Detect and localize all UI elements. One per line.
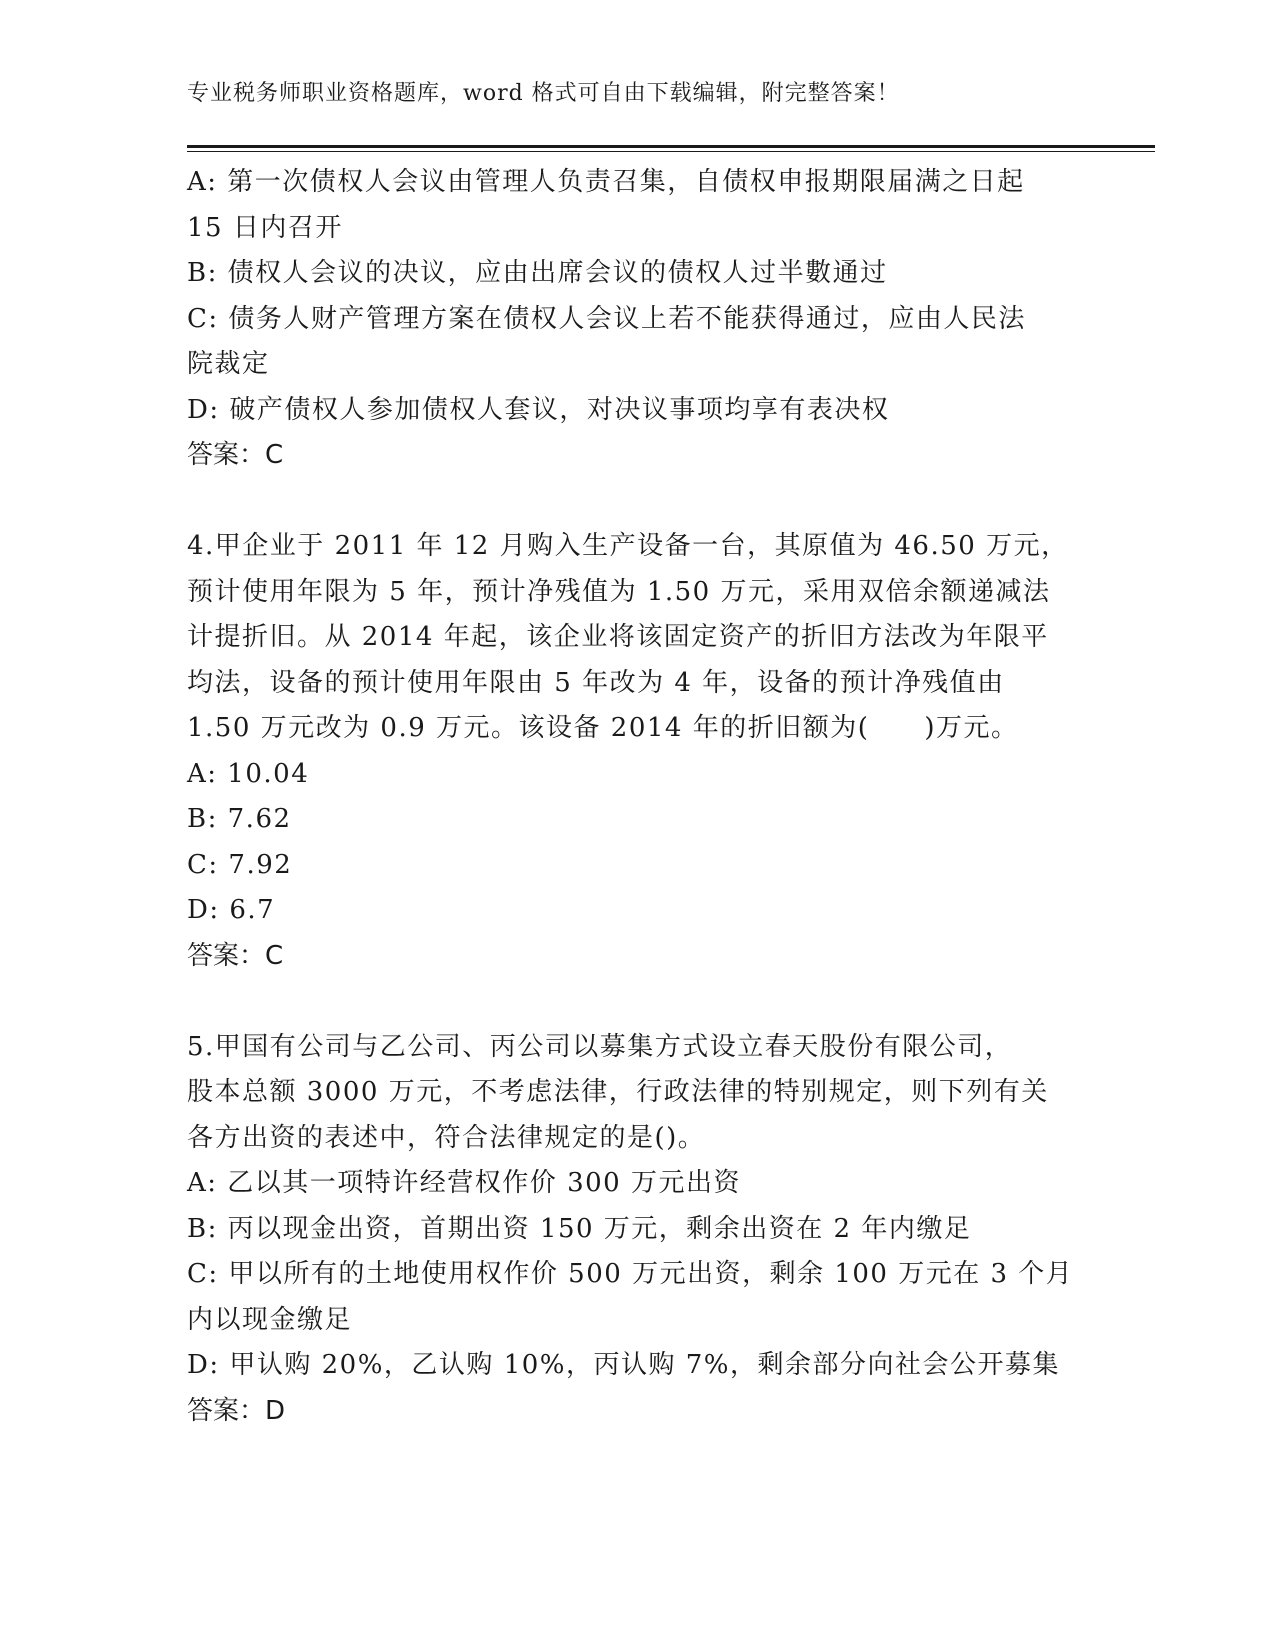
- q3-option-b: B: 债权人会议的决议，应由出席会议的债权人过半數通过: [187, 258, 888, 288]
- q5-answer: 答案：D: [187, 1395, 286, 1426]
- q3-answer: 答案：C: [187, 440, 284, 470]
- q3-option-c-line1: C: 债务人财产管理方案在债权人会议上若不能获得通过，应由人民法: [187, 303, 1026, 334]
- question-4: [187, 524, 1087, 979]
- spacer: [187, 479, 1087, 525]
- header-rule-thin: [187, 151, 1155, 152]
- q4-stem-line: 1.50 万元改为 0.9 万元。该设备 2014 年的折旧额为( )万元。: [187, 713, 1019, 743]
- q4-option-d: D: 6.7: [187, 895, 276, 925]
- q4-stem-line: 4.甲企业于 2011 年 12 月购入生产设备一台，其原值为 46.50 万元，: [187, 531, 1069, 561]
- q4-option-b: B: 7.62: [187, 804, 292, 834]
- q5-option-a: A: 乙以其一项特许经营权作价 300 万元出资: [187, 1168, 741, 1198]
- header-rule-thick: [187, 145, 1155, 148]
- q4-option-a: A: 10.04: [187, 758, 310, 789]
- document-body: [187, 160, 1087, 1434]
- q3-option-a-line1: A: 第一次债权人会议由管理人负责召集，自债权申报期限届满之日起: [187, 167, 1025, 197]
- q5-option-d: D: 甲认购 20%，乙认购 10%，丙认购 7%，剩余部分向社会公开募集: [187, 1350, 1060, 1380]
- q3-option-a-line2: 15 日内召开: [187, 212, 343, 243]
- q3-option-d: D: 破产债权人参加债权人套议，对决议事项均享有表决权: [187, 394, 890, 425]
- spacer: [187, 979, 1087, 1025]
- q4-option-c: C: 7.92: [187, 849, 293, 880]
- q4-stem-line: 计提折旧。从 2014 年起，该企业将该固定资产的折旧方法改为年限平: [187, 622, 1049, 652]
- q5-stem-line: 股本总额 3000 万元，不考虑法律，行政法律的特别规定，则下列有关: [187, 1077, 1049, 1107]
- q5-stem-line: 5.甲国有公司与乙公司、丙公司以募集方式设立春天股份有限公司，: [187, 1031, 1013, 1062]
- q5-option-c-line1: C: 甲以所有的土地使用权作价 500 万元出资，剩余 100 万元在 3 个月: [187, 1259, 1074, 1289]
- question-5: [187, 1025, 1087, 1435]
- q3-option-c-line2: 院裁定: [187, 349, 270, 379]
- q5-option-c-line2: 内以现金缴足: [187, 1304, 353, 1335]
- q5-stem-line: 各方出资的表述中，符合法律规定的是()。: [187, 1122, 706, 1153]
- page-header: 专业税务师职业资格题库，word 格式可自由下载编辑，附完整答案！: [187, 81, 900, 106]
- q4-answer: 答案：C: [187, 940, 284, 971]
- question-3: [187, 160, 1087, 479]
- q4-stem-line: 预计使用年限为 5 年，预计净残值为 1.50 万元，采用双倍余额递减法: [187, 576, 1051, 607]
- q5-option-b: B: 丙以现金出资，首期出资 150 万元，剩余出资在 2 年内缴足: [187, 1213, 972, 1244]
- q4-stem-line: 均法，设备的预计使用年限由 5 年改为 4 年，设备的预计净残值由: [187, 667, 1005, 698]
